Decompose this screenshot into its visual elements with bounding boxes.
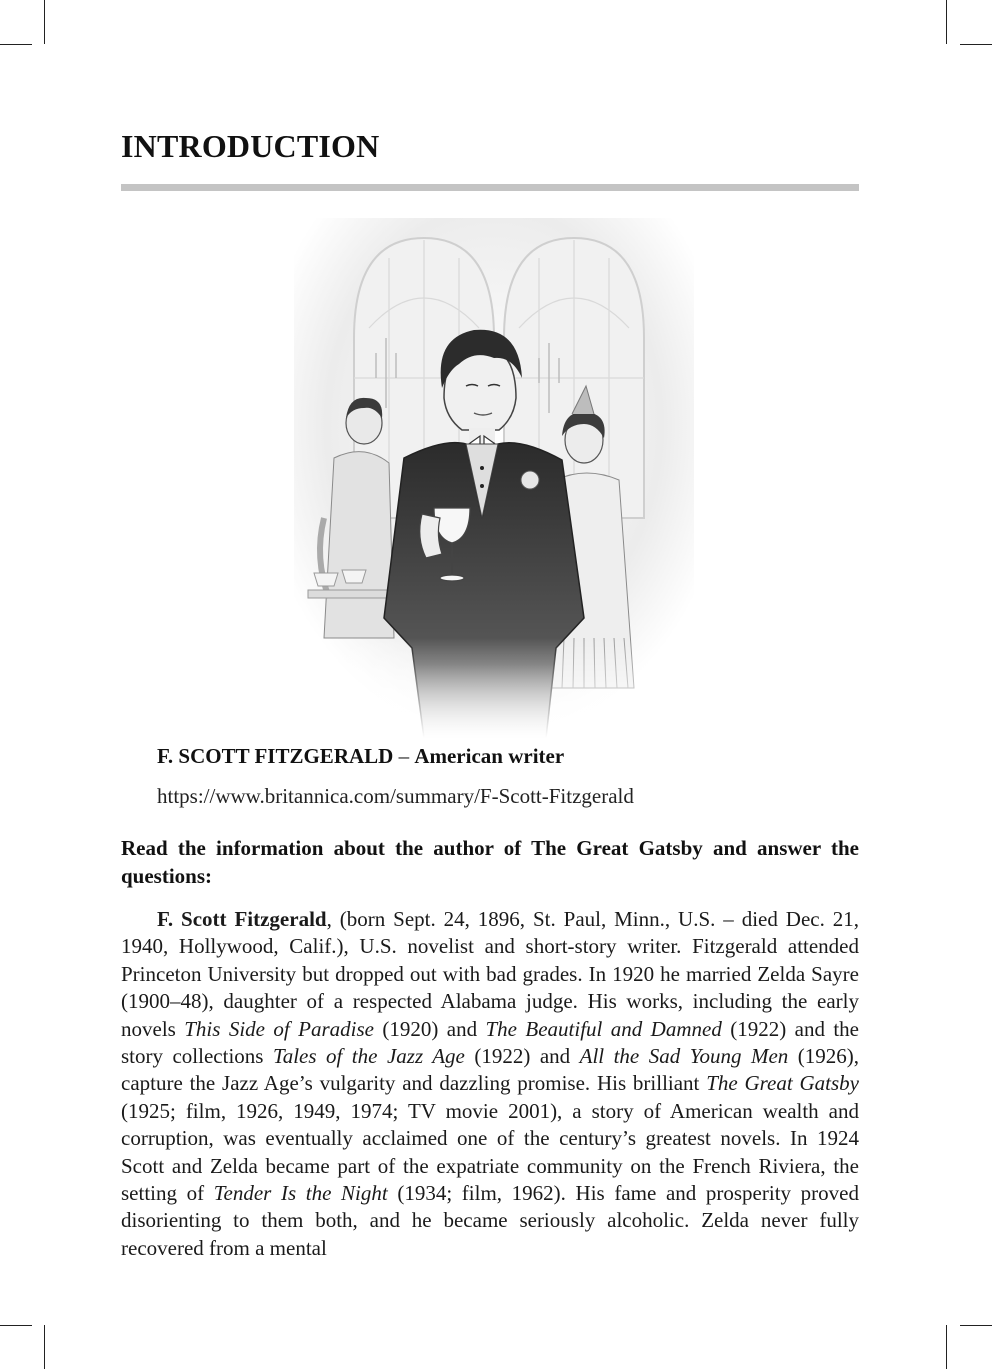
bio-text: (1922) and: [464, 1044, 580, 1069]
biography-paragraph: [121, 906, 859, 1262]
task-instruction: Read the information about the author of The Great Gatsby and answer the questions:: [121, 836, 859, 888]
book-title: Tales of the Jazz Age: [272, 1044, 465, 1069]
book-title: Tender Is the Night: [213, 1181, 388, 1206]
bio-text: (1926), capture the Jazz Age’s vulgarity and dazzling promise. His brilliant: [121, 1044, 859, 1096]
bio-name: F. Scott Fitzgerald: [157, 907, 327, 931]
book-title: The Great Gatsby: [706, 1071, 859, 1096]
crop-mark: [960, 44, 992, 45]
book-title: The Beautiful and Damned: [485, 1016, 722, 1041]
crop-mark: [960, 1325, 992, 1326]
bio-text: , (born Sept. 24, 1896, St. Paul, Minn., U.S. – died Dec. 21, 1940, Hollywood, Calif.), U.S. novelist and short-story writer. Fitzgerald attended Princeton University but dropped out with bad grades. In 1920 he married Zelda Sayre (1900–48), daughter of a respected Alabama judge. His works, including the early novels: [121, 907, 859, 1041]
crop-mark: [44, 1325, 45, 1369]
caption-separator: –: [393, 744, 415, 768]
caption-name: F. SCOTT FITZGERALD: [157, 744, 394, 768]
source-url: https://www.britannica.com/summary/F-Scott-Fitzgerald: [157, 784, 634, 808]
bio-text: (1922) and the story collections: [121, 1016, 859, 1069]
crop-mark: [946, 0, 947, 44]
caption-role: American writer: [414, 744, 565, 768]
crop-mark: [44, 0, 45, 44]
illustration-caption: [157, 744, 564, 769]
fitzgerald-illustration: [294, 218, 694, 738]
heading-rule: [121, 184, 859, 191]
bio-text: (1925; film, 1926, 1949, 1974; TV movie 2001), a story of American wealth and corruption, was eventually acclaimed one of the century’s greatest novels. In 1924 Scott and Zelda became part of the expatriate community on the French Riviera, the setting of: [121, 1098, 859, 1206]
crop-mark: [946, 1325, 947, 1369]
book-title: This Side of Paradise: [184, 1016, 374, 1041]
bio-text: (1920) and: [373, 1016, 486, 1041]
book-title: All the Sad Young Men: [579, 1044, 789, 1069]
bio-text: (1934; film, 1962). His fame and prosperity proved disorienting to them both, and he became seriously alcoholic. Zelda never fully recovered from a mental: [121, 1181, 859, 1260]
crop-mark: [0, 1325, 32, 1326]
page-title: INTRODUCTION: [121, 128, 380, 164]
crop-mark: [0, 44, 32, 45]
